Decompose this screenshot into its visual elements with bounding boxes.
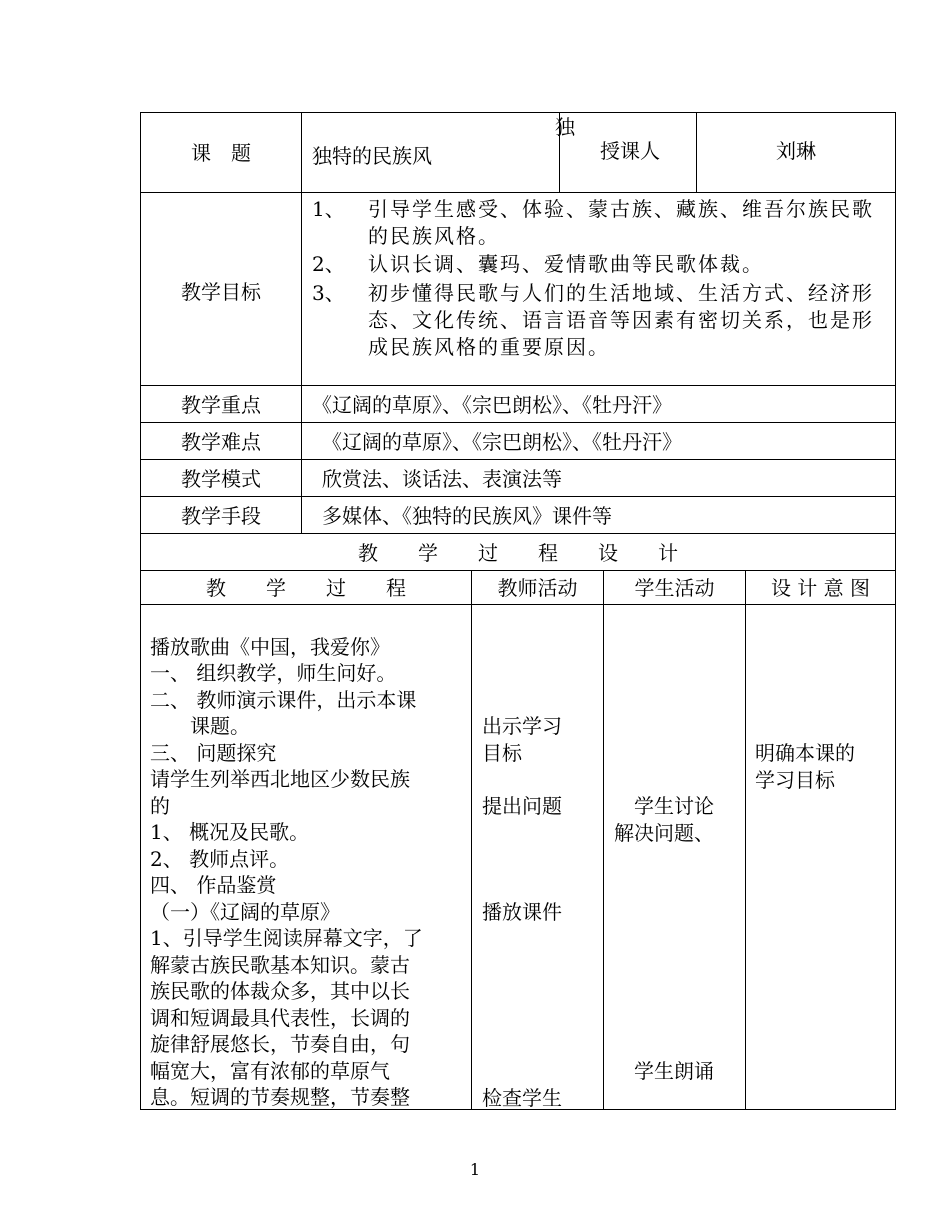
mode-label: 教学模式 — [181, 467, 261, 491]
process-line: 二、 教师演示课件，出示本课 — [150, 687, 417, 712]
intent-line: 学习目标 — [755, 768, 835, 792]
difficulty-value: 《辽阔的草原》、《宗巴朗松》、《牡丹汗》 — [322, 430, 682, 454]
means-label: 教学手段 — [181, 504, 261, 528]
focus-label: 教学重点 — [181, 393, 261, 417]
page-number: 1 — [469, 1160, 481, 1179]
teacher-activity-line: 播放课件 — [482, 900, 562, 924]
process-line: 2、 教师点评。 — [150, 846, 290, 871]
intent-body-cell — [745, 604, 896, 1110]
teacher-body-cell — [471, 604, 604, 1110]
process-line — [150, 607, 423, 634]
process-line: 1、引导学生阅读屏幕文字，了 — [150, 926, 423, 950]
process-line: 调和短调最具代表性，长调的 — [150, 1005, 410, 1030]
intent-line: 明确本课的 — [755, 741, 855, 765]
teacher-activity-line: 提出问题 — [482, 794, 562, 818]
goal-text: 初步懂得民歌与人们的生活地域、生活方式、经济形态、文化传统、语言语音等因素有密切关系，也是形成民族风格的重要原因。 — [368, 281, 874, 359]
process-line: 1、 概况及民歌。 — [150, 820, 310, 844]
focus-value: 《辽阔的草原》、《宗巴朗松》、《牡丹汗》 — [312, 393, 672, 417]
difficulty-label: 教学难点 — [181, 430, 261, 454]
goals-label: 教学目标 — [181, 280, 261, 304]
process-line: 三、 问题探究 — [150, 740, 277, 765]
teacher-activity-line: 目标 — [482, 741, 522, 765]
goal-item — [312, 251, 892, 278]
process-line: 一、 组织教学，师生问好。 — [150, 661, 397, 685]
student-body-cell — [603, 604, 746, 1110]
teacher-header: 教师活动 — [497, 576, 578, 600]
process-line: （一）《辽阔的草原》 — [150, 899, 340, 924]
design-title: 教 学 过 程 设 计 — [358, 541, 678, 565]
student-header: 学生活动 — [634, 576, 715, 600]
topic-label: 课 题 — [191, 141, 251, 165]
goal-number: 3、 — [312, 281, 345, 305]
process-line: 族民歌的体裁众多，其中以长 — [150, 979, 410, 1003]
teacher-activity-line: 出示学习 — [482, 714, 562, 738]
goal-text: 认识长调、囊玛、爱情歌曲等民歌体裁。 — [368, 252, 764, 276]
process-line: 四、 作品鉴赏 — [150, 873, 277, 897]
process-line: 的 — [150, 793, 170, 818]
process-line: 旋律舒展悠长，节奏自由，句 — [150, 1032, 410, 1056]
teacher-label: 授课人 — [600, 139, 660, 163]
process-header: 教 学 过 程 — [206, 576, 406, 600]
goal-text: 引导学生感受、体验、蒙古族、藏族、维吾尔族民歌的民族风格。 — [368, 197, 874, 248]
process-line: 课题。 — [150, 714, 250, 738]
teacher-activity-line: 检查学生 — [482, 1086, 562, 1110]
process-line: 播放歌曲《中国，我爱你》 — [150, 634, 390, 659]
goal-item — [312, 280, 892, 361]
process-line: 幅宽大，富有浓郁的草原气 — [150, 1058, 390, 1083]
student-activity-line: 学生讨论 — [614, 794, 714, 818]
process-line: 解蒙古族民歌基本知识。蒙古 — [150, 952, 410, 977]
goal-number: 1、 — [312, 197, 345, 221]
means-value: 多媒体、《独特的民族风》课件等 — [322, 504, 612, 528]
intent-header: 设 计 意 图 — [770, 576, 871, 600]
mode-value: 欣赏法、谈话法、表演法等 — [322, 467, 562, 491]
goal-number: 2、 — [312, 252, 345, 276]
topic-value: 独特的民族风 — [312, 144, 432, 168]
process-line: 请学生列举西北地区少数民族 — [150, 767, 410, 791]
student-activity-line: 解决问题、 — [614, 821, 714, 845]
goal-item — [312, 196, 892, 250]
teacher-value: 刘琳 — [776, 139, 816, 163]
process-line: 息。短调的节奏规整，节奏整 — [150, 1085, 410, 1109]
process-text — [150, 607, 423, 1111]
student-activity-line: 学生朗诵 — [614, 1059, 714, 1083]
topic-extra-char: 独 — [555, 115, 575, 139]
